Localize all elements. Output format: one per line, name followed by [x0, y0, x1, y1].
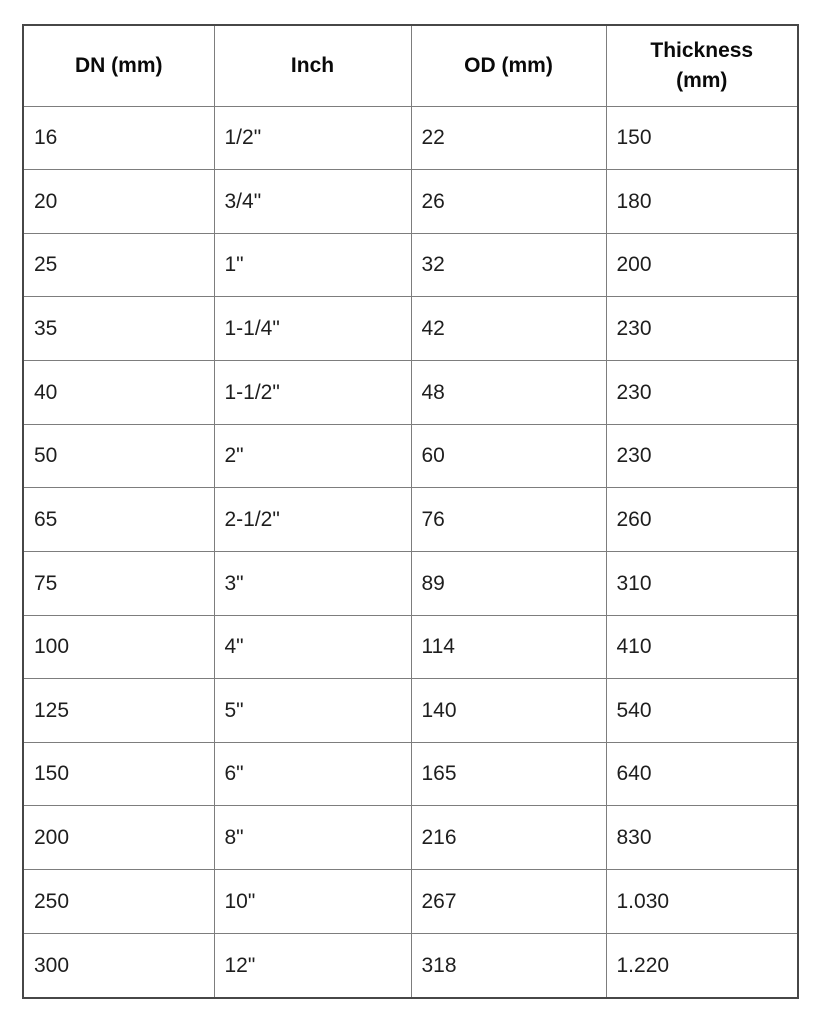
- table-cell: 2-1/2": [214, 488, 411, 552]
- table-cell: 12": [214, 933, 411, 998]
- table-header: [23, 25, 798, 106]
- table-cell: 200: [23, 806, 214, 870]
- table-cell: 1": [214, 233, 411, 297]
- table-cell: 140: [411, 679, 606, 743]
- table-cell: 1.030: [606, 870, 798, 934]
- table-cell: 26: [411, 170, 606, 234]
- table-cell: 60: [411, 424, 606, 488]
- table-cell: 20: [23, 170, 214, 234]
- table-row: [23, 870, 798, 934]
- table-cell: 35: [23, 297, 214, 361]
- table-cell: 230: [606, 361, 798, 425]
- column-header-thickness-mm: Thickness (mm): [606, 25, 798, 106]
- table-row: [23, 806, 798, 870]
- table-cell: 10": [214, 870, 411, 934]
- table-row: [23, 233, 798, 297]
- table-cell: 830: [606, 806, 798, 870]
- table-cell: 410: [606, 615, 798, 679]
- column-header-dn-mm: DN (mm): [23, 25, 214, 106]
- table-cell: 40: [23, 361, 214, 425]
- table-row: [23, 933, 798, 998]
- table-cell: 150: [606, 106, 798, 170]
- table-cell: 50: [23, 424, 214, 488]
- table-cell: 48: [411, 361, 606, 425]
- column-header-od-mm: OD (mm): [411, 25, 606, 106]
- table-row: [23, 106, 798, 170]
- table-cell: 114: [411, 615, 606, 679]
- table-cell: 8": [214, 806, 411, 870]
- table-cell: 2": [214, 424, 411, 488]
- table-cell: 200: [606, 233, 798, 297]
- header-row: [23, 25, 798, 106]
- table-cell: 640: [606, 742, 798, 806]
- table-cell: 22: [411, 106, 606, 170]
- table-row: [23, 679, 798, 743]
- table-body: [23, 106, 798, 998]
- table-cell: 76: [411, 488, 606, 552]
- column-header-inch: Inch: [214, 25, 411, 106]
- table-cell: 318: [411, 933, 606, 998]
- table-row: [23, 424, 798, 488]
- table-cell: 250: [23, 870, 214, 934]
- table-row: [23, 297, 798, 361]
- table-cell: 32: [411, 233, 606, 297]
- table-cell: 300: [23, 933, 214, 998]
- table-cell: 1/2": [214, 106, 411, 170]
- table-cell: 1-1/2": [214, 361, 411, 425]
- table-cell: 65: [23, 488, 214, 552]
- table-cell: 230: [606, 424, 798, 488]
- table-cell: 3": [214, 551, 411, 615]
- table-cell: 6": [214, 742, 411, 806]
- table-cell: 540: [606, 679, 798, 743]
- table-cell: 4": [214, 615, 411, 679]
- table-cell: 1.220: [606, 933, 798, 998]
- table-row: [23, 551, 798, 615]
- table-cell: 267: [411, 870, 606, 934]
- table-cell: 150: [23, 742, 214, 806]
- table-cell: 16: [23, 106, 214, 170]
- table-row: [23, 361, 798, 425]
- table-cell: 180: [606, 170, 798, 234]
- table-row: [23, 170, 798, 234]
- table-cell: 42: [411, 297, 606, 361]
- table-cell: 3/4": [214, 170, 411, 234]
- table-cell: 5": [214, 679, 411, 743]
- table-cell: 89: [411, 551, 606, 615]
- table-cell: 216: [411, 806, 606, 870]
- table-cell: 1-1/4": [214, 297, 411, 361]
- table-cell: 260: [606, 488, 798, 552]
- table-cell: 25: [23, 233, 214, 297]
- table-row: [23, 615, 798, 679]
- table-cell: 75: [23, 551, 214, 615]
- table-row: [23, 488, 798, 552]
- pipe-dimensions-table: [22, 24, 799, 999]
- table-row: [23, 742, 798, 806]
- table-cell: 100: [23, 615, 214, 679]
- table-cell: 310: [606, 551, 798, 615]
- table-cell: 230: [606, 297, 798, 361]
- table-cell: 165: [411, 742, 606, 806]
- table-cell: 125: [23, 679, 214, 743]
